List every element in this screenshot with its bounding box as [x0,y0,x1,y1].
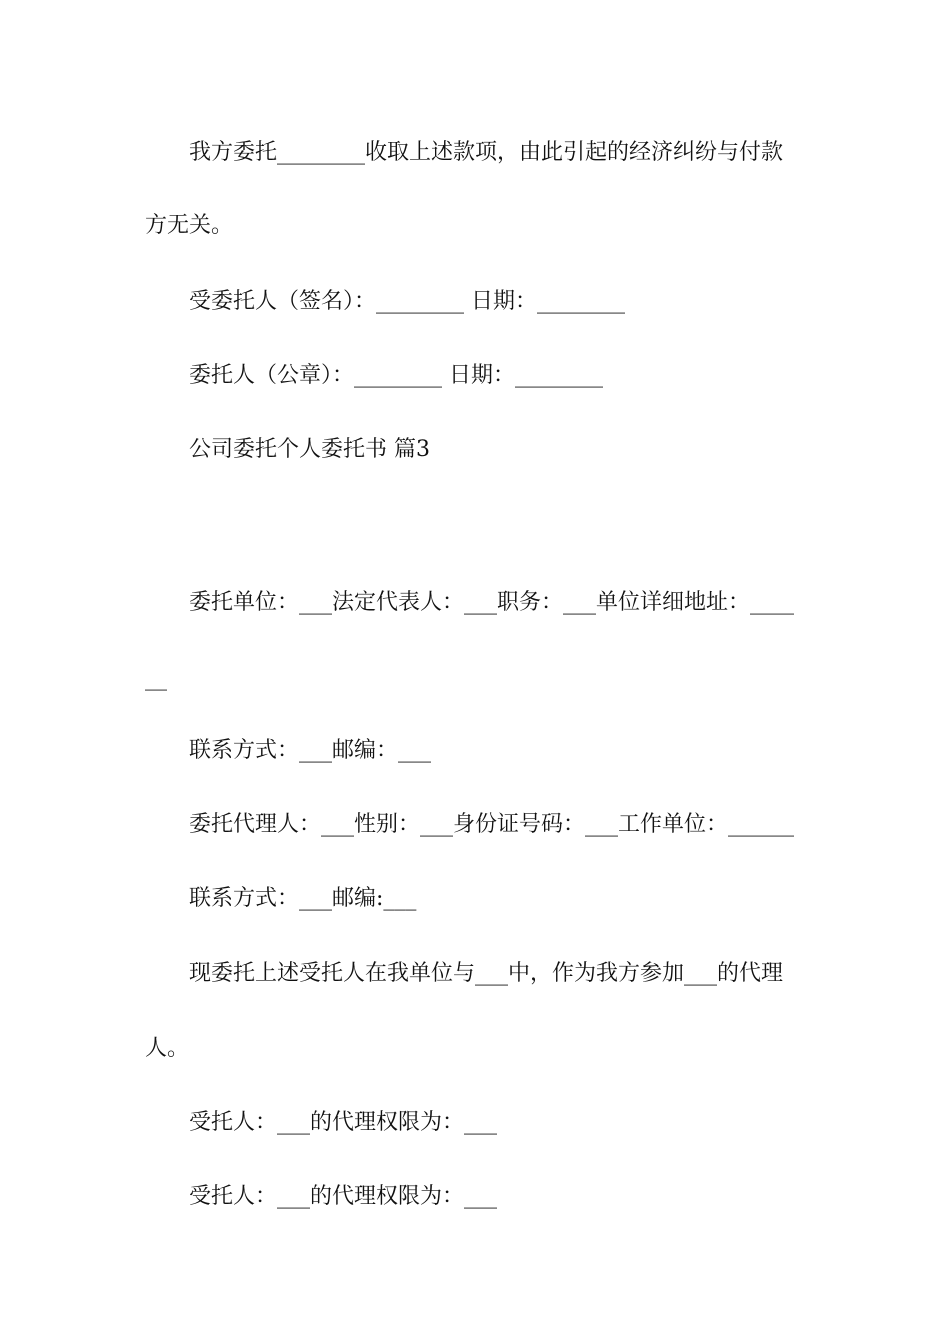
section-heading: 公司委托个人委托书 篇3 [189,437,430,462]
field-line-agent-contact: 联系方式：___邮编:___ [189,886,417,911]
paragraph-line-authorization: 现委托上述受托人在我单位与___中，作为我方参加___的代理 [189,961,784,986]
paragraph-line-entrust-payment-cont: 方无关。 [145,213,234,238]
field-line-entrusting-unit: 委托单位：___法定代表人：___职务：___单位详细地址：____ [189,590,795,615]
signature-line-trustee: 受委托人（签名）：________ 日期：________ [189,289,625,314]
paragraph-line-entrust-payment: 我方委托________收取上述款项，由此引起的经济纠纷与付款 [189,140,784,165]
field-line-agent: 委托代理人：___性别：___身份证号码：___工作单位：______ [189,812,795,837]
field-line-entrusting-unit-cont: __ [145,666,167,691]
signature-line-principal: 委托人（公章）：________ 日期：________ [189,363,603,388]
field-line-authority-1: 受托人：___的代理权限为：___ [189,1110,498,1135]
field-line-unit-contact: 联系方式：___邮编：___ [189,738,432,763]
field-line-authority-2: 受托人：___的代理权限为：___ [189,1184,498,1209]
paragraph-line-authorization-cont: 人。 [145,1036,190,1061]
